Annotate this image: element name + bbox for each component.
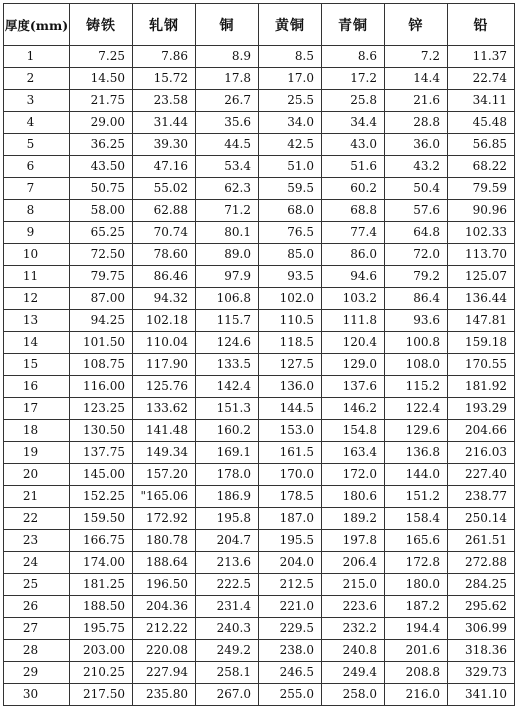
thickness-cell: 7 (4, 178, 70, 200)
weight-cell: 261.51 (448, 530, 515, 552)
weight-cell: 113.70 (448, 244, 515, 266)
weight-cell: 174.00 (70, 552, 133, 574)
weight-cell: 154.8 (322, 420, 385, 442)
weight-cell: 240.3 (196, 618, 259, 640)
weight-cell: 51.6 (322, 156, 385, 178)
weight-cell: 130.50 (70, 420, 133, 442)
weight-cell: 217.50 (70, 684, 133, 706)
table-row (4, 134, 515, 156)
weight-cell: 117.90 (133, 354, 196, 376)
weight-cell: 172.0 (322, 464, 385, 486)
table-header (4, 4, 515, 46)
column-header-4: 黄铜 (259, 4, 322, 46)
weight-cell: 36.0 (385, 134, 448, 156)
weight-cell: 197.8 (322, 530, 385, 552)
weight-cell: 58.00 (70, 200, 133, 222)
weight-cell: 329.73 (448, 662, 515, 684)
weight-cell: 106.8 (196, 288, 259, 310)
weight-cell: 204.7 (196, 530, 259, 552)
weight-cell: 195.8 (196, 508, 259, 530)
table-row (4, 486, 515, 508)
weight-cell: 137.6 (322, 376, 385, 398)
weight-cell: 94.32 (133, 288, 196, 310)
weight-cell: 93.6 (385, 310, 448, 332)
weight-cell: 43.2 (385, 156, 448, 178)
thickness-cell: 28 (4, 640, 70, 662)
weight-cell: 142.4 (196, 376, 259, 398)
weight-cell: 23.58 (133, 90, 196, 112)
table-row (4, 574, 515, 596)
weight-cell: 158.4 (385, 508, 448, 530)
thickness-cell: 27 (4, 618, 70, 640)
weight-cell: 238.77 (448, 486, 515, 508)
weight-cell: 180.78 (133, 530, 196, 552)
weight-cell: 31.44 (133, 112, 196, 134)
weight-cell: 110.04 (133, 332, 196, 354)
weight-cell: 137.75 (70, 442, 133, 464)
weight-cell: 181.92 (448, 376, 515, 398)
thickness-cell: 3 (4, 90, 70, 112)
weight-cell: 249.2 (196, 640, 259, 662)
weight-cell: 36.25 (70, 134, 133, 156)
thickness-cell: 19 (4, 442, 70, 464)
thickness-cell: 26 (4, 596, 70, 618)
weight-cell: 206.4 (322, 552, 385, 574)
weight-cell: 152.25 (70, 486, 133, 508)
weight-cell: 76.5 (259, 222, 322, 244)
weight-cell: 80.1 (196, 222, 259, 244)
weight-cell: 172.8 (385, 552, 448, 574)
column-header-3: 铜 (196, 4, 259, 46)
table-row (4, 68, 515, 90)
weight-cell: 62.88 (133, 200, 196, 222)
weight-cell: 223.6 (322, 596, 385, 618)
weight-cell: 8.5 (259, 46, 322, 68)
thickness-cell: 25 (4, 574, 70, 596)
weight-cell: 213.6 (196, 552, 259, 574)
weight-cell: 102.33 (448, 222, 515, 244)
table-row (4, 112, 515, 134)
weight-cell: 26.7 (196, 90, 259, 112)
column-header-7: 铅 (448, 4, 515, 46)
weight-cell: 89.0 (196, 244, 259, 266)
weight-table-sheet (3, 3, 514, 701)
column-header-thickness: 厚度(mm) (4, 4, 70, 46)
weight-cell: 249.4 (322, 662, 385, 684)
weight-cell: 21.6 (385, 90, 448, 112)
weight-cell: 136.0 (259, 376, 322, 398)
weight-cell: 187.2 (385, 596, 448, 618)
weight-cell: 122.4 (385, 398, 448, 420)
weight-cell: 28.8 (385, 112, 448, 134)
table-row (4, 530, 515, 552)
weight-cell: 246.5 (259, 662, 322, 684)
weight-cell: 212.22 (133, 618, 196, 640)
weight-cell: 34.4 (322, 112, 385, 134)
weight-cell: 166.75 (70, 530, 133, 552)
weight-cell: 25.8 (322, 90, 385, 112)
weight-cell: 68.0 (259, 200, 322, 222)
weight-cell: 178.5 (259, 486, 322, 508)
weight-cell: 70.74 (133, 222, 196, 244)
weight-cell: 258.1 (196, 662, 259, 684)
weight-cell: 186.9 (196, 486, 259, 508)
weight-cell: 196.50 (133, 574, 196, 596)
weight-cell: 86.46 (133, 266, 196, 288)
weight-cell: 102.0 (259, 288, 322, 310)
thickness-cell: 1 (4, 46, 70, 68)
weight-cell: 133.5 (196, 354, 259, 376)
thickness-cell: 18 (4, 420, 70, 442)
weight-cell: 68.8 (322, 200, 385, 222)
thickness-cell: 16 (4, 376, 70, 398)
weight-cell: 86.4 (385, 288, 448, 310)
weight-cell: 170.0 (259, 464, 322, 486)
weight-cell: 222.5 (196, 574, 259, 596)
weight-cell: 56.85 (448, 134, 515, 156)
weight-cell: 203.00 (70, 640, 133, 662)
weight-cell: 85.0 (259, 244, 322, 266)
weight-cell: 14.4 (385, 68, 448, 90)
weight-cell: 144.0 (385, 464, 448, 486)
weight-cell: 129.6 (385, 420, 448, 442)
weight-cell: 145.00 (70, 464, 133, 486)
weight-cell: 250.14 (448, 508, 515, 530)
weight-cell: 42.5 (259, 134, 322, 156)
weight-cell: 90.96 (448, 200, 515, 222)
weight-cell: 110.5 (259, 310, 322, 332)
weight-cell: 258.0 (322, 684, 385, 706)
column-header-2: 轧钢 (133, 4, 196, 46)
weight-cell: "165.06 (133, 486, 196, 508)
thickness-cell: 11 (4, 266, 70, 288)
weight-cell: 227.40 (448, 464, 515, 486)
weight-cell: 68.22 (448, 156, 515, 178)
weight-cell: 141.48 (133, 420, 196, 442)
weight-cell: 17.0 (259, 68, 322, 90)
thickness-cell: 15 (4, 354, 70, 376)
weight-cell: 204.66 (448, 420, 515, 442)
weight-cell: 17.2 (322, 68, 385, 90)
weight-cell: 216.03 (448, 442, 515, 464)
weight-cell: 188.50 (70, 596, 133, 618)
table-row (4, 640, 515, 662)
weight-cell: 215.0 (322, 574, 385, 596)
weight-cell: 136.8 (385, 442, 448, 464)
weight-cell: 180.0 (385, 574, 448, 596)
table-row (4, 222, 515, 244)
table-row (4, 266, 515, 288)
table-row (4, 442, 515, 464)
weight-cell: 21.75 (70, 90, 133, 112)
weight-cell: 180.6 (322, 486, 385, 508)
weight-cell: 55.02 (133, 178, 196, 200)
weight-cell: 227.94 (133, 662, 196, 684)
weight-cell: 77.4 (322, 222, 385, 244)
thickness-cell: 12 (4, 288, 70, 310)
weight-cell: 229.5 (259, 618, 322, 640)
weight-cell: 159.18 (448, 332, 515, 354)
weight-cell: 187.0 (259, 508, 322, 530)
weight-cell: 60.2 (322, 178, 385, 200)
weight-cell: 136.44 (448, 288, 515, 310)
column-header-5: 青铜 (322, 4, 385, 46)
weight-cell: 255.0 (259, 684, 322, 706)
weight-cell: 8.6 (322, 46, 385, 68)
table-row (4, 310, 515, 332)
table-row (4, 618, 515, 640)
table-row (4, 200, 515, 222)
header-row (4, 4, 515, 46)
weight-cell: 193.29 (448, 398, 515, 420)
table-row (4, 552, 515, 574)
thickness-cell: 8 (4, 200, 70, 222)
thickness-cell: 5 (4, 134, 70, 156)
weight-cell: 39.30 (133, 134, 196, 156)
weight-cell: 165.6 (385, 530, 448, 552)
weight-cell: 43.0 (322, 134, 385, 156)
table-row (4, 376, 515, 398)
weight-cell: 79.2 (385, 266, 448, 288)
weight-cell: 120.4 (322, 332, 385, 354)
table-row (4, 596, 515, 618)
weight-cell: 94.25 (70, 310, 133, 332)
table-row (4, 684, 515, 706)
weight-cell: 160.2 (196, 420, 259, 442)
weight-cell: 231.4 (196, 596, 259, 618)
thickness-cell: 10 (4, 244, 70, 266)
weight-cell: 170.55 (448, 354, 515, 376)
weight-cell: 238.0 (259, 640, 322, 662)
thickness-cell: 13 (4, 310, 70, 332)
weight-cell: 25.5 (259, 90, 322, 112)
weight-cell: 115.7 (196, 310, 259, 332)
weight-cell: 195.75 (70, 618, 133, 640)
weight-cell: 295.62 (448, 596, 515, 618)
metal-plate-weight-table (3, 3, 515, 706)
weight-cell: 72.0 (385, 244, 448, 266)
weight-cell: 161.5 (259, 442, 322, 464)
thickness-cell: 14 (4, 332, 70, 354)
table-row (4, 244, 515, 266)
weight-cell: 125.07 (448, 266, 515, 288)
weight-cell: 34.11 (448, 90, 515, 112)
weight-cell: 108.0 (385, 354, 448, 376)
weight-cell: 151.2 (385, 486, 448, 508)
table-row (4, 420, 515, 442)
weight-cell: 35.6 (196, 112, 259, 134)
weight-cell: 93.5 (259, 266, 322, 288)
weight-cell: 127.5 (259, 354, 322, 376)
table-row (4, 398, 515, 420)
weight-cell: 44.5 (196, 134, 259, 156)
weight-cell: 79.59 (448, 178, 515, 200)
thickness-cell: 23 (4, 530, 70, 552)
weight-cell: 7.25 (70, 46, 133, 68)
thickness-cell: 2 (4, 68, 70, 90)
weight-cell: 118.5 (259, 332, 322, 354)
weight-cell: 169.1 (196, 442, 259, 464)
weight-cell: 14.50 (70, 68, 133, 90)
weight-cell: 108.75 (70, 354, 133, 376)
table-row (4, 46, 515, 68)
weight-cell: 47.16 (133, 156, 196, 178)
weight-cell: 53.4 (196, 156, 259, 178)
weight-cell: 163.4 (322, 442, 385, 464)
weight-cell: 94.6 (322, 266, 385, 288)
weight-cell: 306.99 (448, 618, 515, 640)
weight-cell: 232.2 (322, 618, 385, 640)
weight-cell: 64.8 (385, 222, 448, 244)
column-header-1: 铸铁 (70, 4, 133, 46)
weight-cell: 146.2 (322, 398, 385, 420)
weight-cell: 103.2 (322, 288, 385, 310)
weight-cell: 212.5 (259, 574, 322, 596)
weight-cell: 50.75 (70, 178, 133, 200)
thickness-cell: 29 (4, 662, 70, 684)
weight-cell: 181.25 (70, 574, 133, 596)
table-row (4, 464, 515, 486)
table-row (4, 332, 515, 354)
weight-cell: 15.72 (133, 68, 196, 90)
weight-cell: 78.60 (133, 244, 196, 266)
weight-cell: 79.75 (70, 266, 133, 288)
weight-cell: 111.8 (322, 310, 385, 332)
thickness-cell: 6 (4, 156, 70, 178)
weight-cell: 178.0 (196, 464, 259, 486)
weight-cell: 195.5 (259, 530, 322, 552)
weight-cell: 153.0 (259, 420, 322, 442)
weight-cell: 7.86 (133, 46, 196, 68)
weight-cell: 102.18 (133, 310, 196, 332)
weight-cell: 45.48 (448, 112, 515, 134)
weight-cell: 341.10 (448, 684, 515, 706)
weight-cell: 272.88 (448, 552, 515, 574)
weight-cell: 100.8 (385, 332, 448, 354)
thickness-cell: 20 (4, 464, 70, 486)
weight-cell: 97.9 (196, 266, 259, 288)
weight-cell: 124.6 (196, 332, 259, 354)
table-row (4, 288, 515, 310)
weight-cell: 65.25 (70, 222, 133, 244)
weight-cell: 29.00 (70, 112, 133, 134)
weight-cell: 123.25 (70, 398, 133, 420)
weight-cell: 51.0 (259, 156, 322, 178)
weight-cell: 318.36 (448, 640, 515, 662)
weight-cell: 7.2 (385, 46, 448, 68)
weight-cell: 267.0 (196, 684, 259, 706)
weight-cell: 8.9 (196, 46, 259, 68)
table-row (4, 90, 515, 112)
column-header-6: 锌 (385, 4, 448, 46)
table-row (4, 178, 515, 200)
weight-cell: 149.34 (133, 442, 196, 464)
weight-cell: 72.50 (70, 244, 133, 266)
weight-cell: 201.6 (385, 640, 448, 662)
weight-cell: 144.5 (259, 398, 322, 420)
weight-cell: 210.25 (70, 662, 133, 684)
table-row (4, 354, 515, 376)
weight-cell: 235.80 (133, 684, 196, 706)
table-row (4, 662, 515, 684)
weight-cell: 34.0 (259, 112, 322, 134)
weight-cell: 157.20 (133, 464, 196, 486)
weight-cell: 87.00 (70, 288, 133, 310)
thickness-cell: 9 (4, 222, 70, 244)
weight-cell: 159.50 (70, 508, 133, 530)
thickness-cell: 24 (4, 552, 70, 574)
weight-cell: 151.3 (196, 398, 259, 420)
weight-cell: 17.8 (196, 68, 259, 90)
weight-cell: 240.8 (322, 640, 385, 662)
weight-cell: 172.92 (133, 508, 196, 530)
thickness-cell: 21 (4, 486, 70, 508)
weight-cell: 204.0 (259, 552, 322, 574)
weight-cell: 216.0 (385, 684, 448, 706)
thickness-cell: 30 (4, 684, 70, 706)
weight-cell: 62.3 (196, 178, 259, 200)
weight-cell: 71.2 (196, 200, 259, 222)
weight-cell: 22.74 (448, 68, 515, 90)
table-body (4, 46, 515, 706)
weight-cell: 57.6 (385, 200, 448, 222)
thickness-cell: 4 (4, 112, 70, 134)
weight-cell: 43.50 (70, 156, 133, 178)
table-row (4, 156, 515, 178)
weight-cell: 284.25 (448, 574, 515, 596)
weight-cell: 129.0 (322, 354, 385, 376)
weight-cell: 189.2 (322, 508, 385, 530)
weight-cell: 115.2 (385, 376, 448, 398)
table-row (4, 508, 515, 530)
weight-cell: 116.00 (70, 376, 133, 398)
weight-cell: 133.62 (133, 398, 196, 420)
weight-cell: 59.5 (259, 178, 322, 200)
weight-cell: 221.0 (259, 596, 322, 618)
weight-cell: 194.4 (385, 618, 448, 640)
weight-cell: 208.8 (385, 662, 448, 684)
weight-cell: 86.0 (322, 244, 385, 266)
weight-cell: 220.08 (133, 640, 196, 662)
weight-cell: 101.50 (70, 332, 133, 354)
thickness-cell: 22 (4, 508, 70, 530)
weight-cell: 188.64 (133, 552, 196, 574)
weight-cell: 147.81 (448, 310, 515, 332)
weight-cell: 50.4 (385, 178, 448, 200)
weight-cell: 125.76 (133, 376, 196, 398)
thickness-cell: 17 (4, 398, 70, 420)
weight-cell: 204.36 (133, 596, 196, 618)
weight-cell: 11.37 (448, 46, 515, 68)
